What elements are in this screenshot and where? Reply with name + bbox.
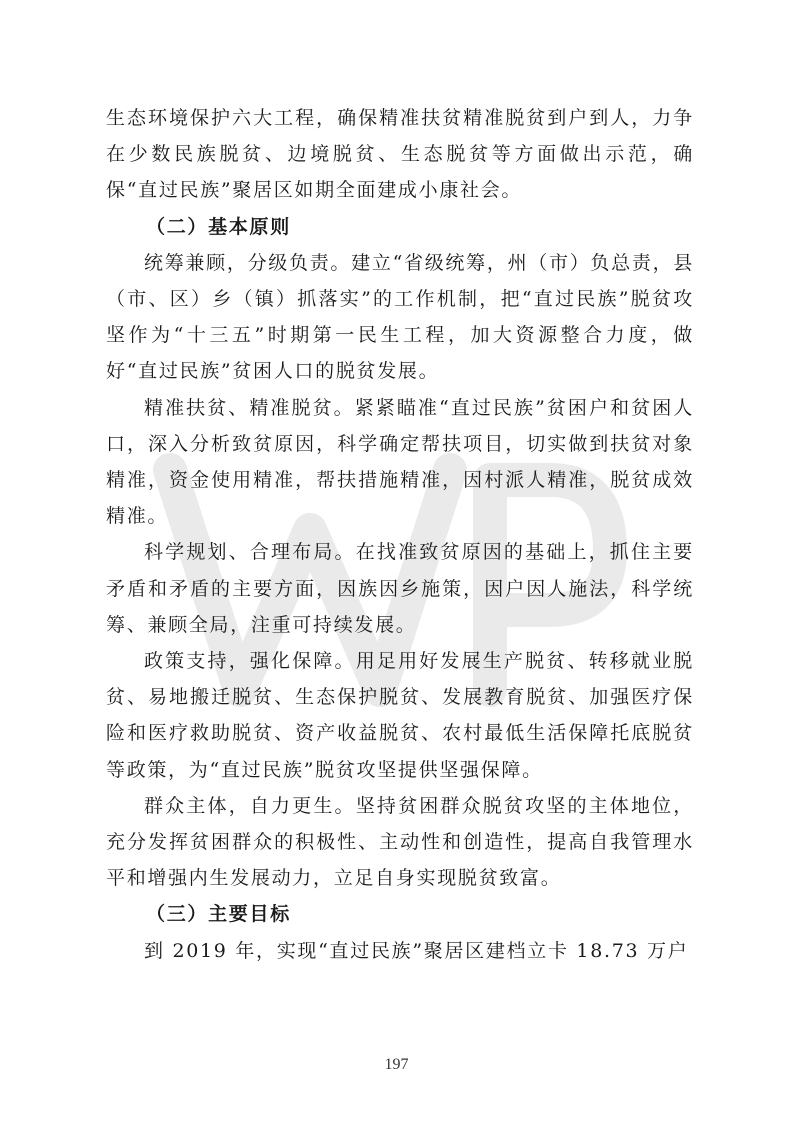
section-heading: （三）主要目标 (146, 903, 291, 926)
paragraph: 生态环境保护六大工程，确保精准扶贫精准脱贫到户到人，力争在少数民族脱贫、边境脱贫、生态脱贫等方面做出示范，确保“直过民族”聚居区如期全面建成小康社会。 (106, 107, 694, 202)
section-heading: （二）基本原则 (146, 215, 291, 238)
paragraph: 统筹兼顾，分级负责。建立“省级统筹，州（市）负总责，县（市、区）乡（镇）抓落实”的工作机制，把“直过民族”脱贫攻坚作为“十三五”时期第一民生工程，加大资源整合力度，做好“直过民族”贫困人口的脱贫发展。 (106, 251, 694, 383)
page-number: 197 (384, 1056, 409, 1073)
paragraph: 群众主体，自力更生。坚持贫困群众脱贫攻坚的主体地位，充分发挥贫困群众的积极性、主动性和创造性，提高自我管理水平和增强内生发展动力，立足自身实现脱贫致富。 (106, 794, 694, 890)
paragraph: 科学规划、合理布局。在找准致贫原因的基础上，抓住主要矛盾和矛盾的主要方面，因族因乡施策，因户因人施法，科学统筹、兼顾全局，注重可持续发展。 (106, 541, 694, 636)
paragraph: 政策支持，强化保障。用足用好发展生产脱贫、转移就业脱贫、易地搬迁脱贫、生态保护脱贫、发展教育脱贫、加强医疗保险和医疗救助脱贫、资产收益脱贫、农村最低生活保障托底脱贫等政策，为“直过民族”脱贫攻坚提供坚强保障。 (106, 650, 694, 781)
body-text (106, 100, 694, 969)
paragraph: 精准扶贫、精准脱贫。紧紧瞄准“直过民族”贫困户和贫困人口，深入分析致贫原因，科学确定帮扶项目，切实做到扶贫对象精准，资金使用精准，帮扶措施精准，因村派人精准，脱贫成效精准。 (106, 396, 694, 528)
paragraph: 到 2019 年，实现“直过民族”聚居区建档立卡 18.73 万户 (144, 939, 689, 962)
